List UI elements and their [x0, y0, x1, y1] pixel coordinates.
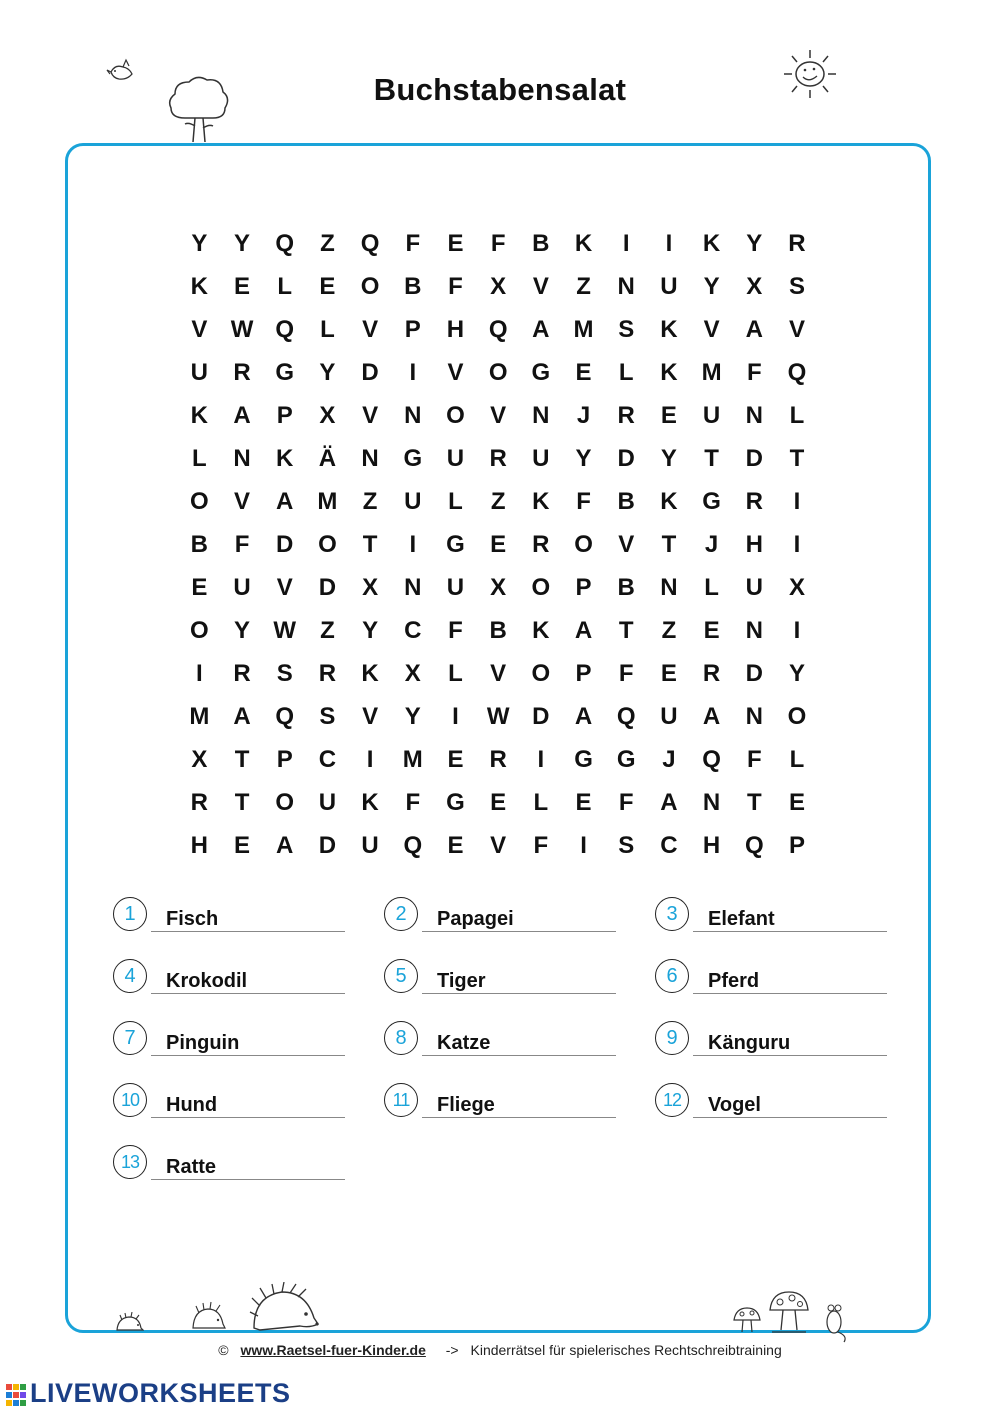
grid-letter: F [746, 746, 762, 773]
grid-letter: L [789, 402, 805, 429]
grid-letter: V [532, 273, 549, 300]
word-item [384, 1021, 624, 1061]
grid-letter: T [789, 445, 805, 472]
grid-letter: D [318, 832, 337, 859]
word-label: Känguru [693, 1030, 887, 1056]
grid-letter: F [405, 230, 421, 257]
grid-letter: O [531, 660, 551, 687]
grid-letter: U [318, 789, 337, 816]
word-number: 2 [384, 897, 418, 931]
grid-letter: U [446, 574, 465, 601]
grid-letter: Q [403, 832, 423, 859]
grid-letter: T [746, 789, 762, 816]
grid-letter: R [489, 445, 507, 472]
grid-letter: E [660, 402, 677, 429]
grid-letter: I [366, 746, 374, 773]
word-label: Krokodil [151, 968, 345, 994]
grid-letter: R [233, 660, 251, 687]
grid-letter: N [404, 402, 422, 429]
grid-letter: A [233, 703, 251, 730]
grid-letter: U [532, 445, 550, 472]
grid-letter: O [190, 617, 209, 644]
grid-letter: Y [319, 359, 336, 386]
grid-letter: K [361, 789, 379, 816]
word-label: Ratte [151, 1154, 345, 1180]
grid-letter: Y [788, 660, 805, 687]
word-label: Papagei [422, 906, 616, 932]
word-item [113, 1083, 353, 1123]
word-item [384, 959, 624, 999]
grid-letter: V [447, 359, 464, 386]
grid-letter: A [233, 402, 251, 429]
grid-letter: G [446, 531, 465, 558]
grid-letter: L [448, 488, 463, 515]
grid-letter: F [576, 488, 591, 515]
grid-letter: O [190, 488, 209, 515]
grid-letter: E [447, 746, 464, 773]
grid-letter: K [574, 230, 593, 257]
grid-letter: O [531, 574, 551, 601]
grid-letter: L [704, 574, 719, 601]
word-number: 12 [655, 1083, 689, 1117]
word-item [113, 897, 353, 937]
grid-letter: E [575, 359, 592, 386]
grid-letter: K [190, 402, 209, 429]
word-number: 13 [113, 1145, 147, 1179]
grid-letter: E [660, 660, 677, 687]
grid-letter: K [532, 617, 550, 644]
grid-letter: N [745, 617, 763, 644]
grid-letter: V [362, 402, 379, 429]
grid-letter: E [234, 832, 251, 859]
grid-letter: P [575, 574, 592, 601]
grid-letter: N [532, 402, 550, 429]
grid-letter: I [409, 359, 417, 386]
word-number: 1 [113, 897, 147, 931]
word-label: Fisch [151, 906, 345, 932]
grid-letter: N [361, 445, 379, 472]
grid-letter: R [532, 531, 550, 558]
word-label: Katze [422, 1030, 616, 1056]
grid-letter: R [233, 359, 251, 386]
grid-letter: F [405, 789, 421, 816]
grid-letter: I [196, 660, 203, 687]
grid-letter: E [490, 531, 507, 558]
grid-letter: D [617, 445, 635, 472]
grid-letter: W [230, 316, 254, 343]
grid-letter: Y [404, 703, 421, 730]
grid-letter: Q [616, 703, 636, 730]
word-label: Hund [151, 1092, 345, 1118]
grid-letter: X [788, 574, 805, 601]
grid-letter: K [361, 660, 379, 687]
grid-letter: O [275, 789, 295, 816]
word-number: 4 [113, 959, 147, 993]
grid-letter: L [277, 273, 293, 300]
grid-letter: G [403, 445, 423, 472]
footer-arrow: -> [445, 1342, 459, 1358]
grid-letter: E [234, 273, 251, 300]
word-item [113, 1145, 353, 1185]
grid-letter: F [618, 789, 634, 816]
grid-letter: L [320, 316, 335, 343]
grid-letter: Q [744, 832, 764, 859]
grid-letter: X [490, 574, 507, 601]
word-label: Pferd [693, 968, 887, 994]
grid-letter: I [793, 617, 801, 644]
grid-letter: Z [576, 273, 591, 300]
grid-letter: K [660, 316, 678, 343]
grid-letter: J [662, 746, 676, 773]
grid-letter: T [234, 789, 250, 816]
grid-letter: K [702, 230, 721, 257]
word-item [655, 1083, 895, 1123]
grid-letter: T [704, 445, 719, 472]
grid-letter: A [702, 703, 721, 730]
grid-letter: O [574, 531, 593, 558]
grid-letter: K [276, 445, 294, 472]
hedgehog-icon [248, 1282, 320, 1334]
footer [0, 1342, 1000, 1358]
grid-letter: A [745, 316, 763, 343]
grid-letter: X [362, 574, 379, 601]
grid-letter: V [490, 832, 507, 859]
grid-letter: F [618, 660, 634, 687]
grid-letter: V [234, 488, 251, 515]
word-number: 7 [113, 1021, 147, 1055]
grid-letter: V [362, 703, 379, 730]
grid-letter: F [490, 230, 506, 257]
grid-letter: G [446, 789, 465, 816]
grid-letter: E [447, 230, 464, 257]
grid-letter: K [190, 273, 209, 300]
grid-letter: E [575, 789, 592, 816]
grid-letter: V [362, 316, 379, 343]
grid-letter: Y [660, 445, 677, 472]
grid-letter: L [789, 746, 805, 773]
grid-letter: Z [320, 230, 335, 257]
grid-letter: L [533, 789, 549, 816]
grid-letter: X [319, 402, 336, 429]
grid-letter: M [701, 359, 722, 386]
grid-letter: E [319, 273, 336, 300]
grid-letter: I [580, 832, 587, 859]
grid-letter: U [702, 402, 721, 429]
grid-letter: A [276, 832, 294, 859]
grid-letter: B [532, 230, 550, 257]
grid-letter: R [617, 402, 635, 429]
grid-letter: P [788, 832, 805, 859]
grid-letter: P [575, 660, 592, 687]
grid-letter: S [319, 703, 336, 730]
grid-letter: F [234, 531, 250, 558]
grid-letter: U [404, 488, 422, 515]
grid-letter: E [191, 574, 208, 601]
grid-letter: Y [703, 273, 720, 300]
word-item [655, 897, 895, 937]
grid-letter: B [190, 531, 209, 558]
grid-letter: G [275, 359, 295, 386]
word-number: 9 [655, 1021, 689, 1055]
grid-letter: Y [191, 230, 208, 257]
grid-letter: N [404, 574, 422, 601]
grid-letter: F [746, 359, 762, 386]
grid-letter: G [574, 746, 593, 773]
grid-letter: K [660, 488, 678, 515]
grid-letter: S [788, 273, 805, 300]
grid-letter: V [490, 660, 507, 687]
word-number: 11 [384, 1083, 418, 1117]
grid-letter: I [452, 703, 459, 730]
grid-letter: L [448, 660, 463, 687]
word-item [655, 959, 895, 999]
grid-letter: K [660, 359, 678, 386]
mouse-icon [820, 1300, 852, 1344]
grid-letter: V [618, 531, 635, 558]
grid-letter: E [447, 832, 464, 859]
grid-letter: J [704, 531, 719, 558]
word-label: Elefant [693, 906, 887, 932]
grid-letter: M [573, 316, 594, 343]
grid-letter: B [489, 617, 507, 644]
grid-letter: N [617, 273, 635, 300]
grid-letter: A [532, 316, 550, 343]
grid-letter: R [788, 230, 806, 257]
grid-letter: B [404, 273, 422, 300]
grid-letter: U [660, 273, 678, 300]
grid-letter: M [317, 488, 338, 515]
grid-letter: X [490, 273, 507, 300]
grid-letter: K [532, 488, 550, 515]
word-number: 5 [384, 959, 418, 993]
grid-letter: Y [746, 230, 763, 257]
grid-letter: S [276, 660, 293, 687]
grid-letter: P [276, 402, 293, 429]
grid-letter: V [191, 316, 208, 343]
word-number: 3 [655, 897, 689, 931]
grid-letter: O [446, 402, 465, 429]
grid-letter: E [788, 789, 805, 816]
grid-letter: I [537, 746, 545, 773]
grid-letter: N [745, 402, 763, 429]
grid-letter: Q [360, 230, 380, 257]
grid-letter: T [661, 531, 677, 558]
word-item [113, 959, 353, 999]
grid-letter: R [745, 488, 763, 515]
mushroom-icon [766, 1290, 812, 1334]
page-title: Buchstabensalat [373, 72, 627, 107]
grid-letter: Y [234, 230, 251, 257]
grid-letter: B [617, 488, 635, 515]
grid-letter: C [660, 832, 678, 859]
grid-letter: Q [275, 230, 295, 257]
grid-letter: F [533, 832, 549, 859]
grid-letter: Q [275, 703, 295, 730]
word-item [384, 897, 624, 937]
word-label: Tiger [422, 968, 616, 994]
grid-letter: W [273, 617, 297, 644]
grid-letter: O [318, 531, 337, 558]
grid-letter: G [616, 746, 636, 773]
grid-letter: H [190, 832, 209, 859]
grid-letter: T [618, 617, 634, 644]
grid-letter: T [362, 531, 378, 558]
word-label: Pinguin [151, 1030, 345, 1056]
word-item [113, 1021, 353, 1061]
grid-letter: A [660, 789, 678, 816]
grid-letter: S [618, 316, 635, 343]
grid-letter: D [318, 574, 337, 601]
liveworksheets-logo-icon [6, 1384, 26, 1406]
grid-letter: V [276, 574, 293, 601]
grid-letter: R [702, 660, 721, 687]
hedgehog-icon [114, 1312, 144, 1334]
grid-letter: I [793, 531, 801, 558]
grid-letter: M [189, 703, 210, 730]
liveworksheets-brand[interactable]: LIVEWORKSHEETS [30, 1378, 291, 1408]
grid-letter: R [489, 746, 507, 773]
grid-letter: L [618, 359, 634, 386]
grid-letter: N [702, 789, 721, 816]
copyright-symbol: © [218, 1342, 229, 1358]
grid-letter: U [233, 574, 251, 601]
grid-letter: C [318, 746, 337, 773]
grid-letter: Ä [318, 445, 337, 472]
grid-letter: V [490, 402, 507, 429]
grid-letter: T [234, 746, 250, 773]
word-label: Vogel [693, 1092, 887, 1118]
grid-letter: I [665, 230, 673, 257]
grid-letter: U [190, 359, 209, 386]
grid-letter: P [276, 746, 293, 773]
grid-letter: R [190, 789, 209, 816]
grid-letter: A [574, 617, 593, 644]
grid-letter: X [746, 273, 763, 300]
grid-letter: H [745, 531, 763, 558]
mushroom-icon [730, 1306, 764, 1334]
grid-letter: V [703, 316, 720, 343]
grid-letter: V [788, 316, 805, 343]
word-number: 6 [655, 959, 689, 993]
grid-letter: X [191, 746, 208, 773]
grid-letter: E [490, 789, 507, 816]
grid-letter: Q [787, 359, 807, 386]
word-number: 8 [384, 1021, 418, 1055]
grid-letter: Z [490, 488, 506, 515]
grid-letter: O [488, 359, 508, 386]
letter-grid [178, 222, 818, 867]
grid-letter: O [360, 273, 380, 300]
grid-letter: H [446, 316, 465, 343]
grid-letter: I [409, 531, 417, 558]
grid-letter: A [276, 488, 294, 515]
grid-letter: U [660, 703, 678, 730]
grid-letter: D [276, 531, 294, 558]
grid-letter: E [703, 617, 720, 644]
grid-letter: Z [661, 617, 677, 644]
grid-letter: G [702, 488, 721, 515]
grid-letter: I [622, 230, 630, 257]
grid-letter: U [361, 832, 379, 859]
word-label: Fliege [422, 1092, 616, 1118]
source-link[interactable]: www.Raetsel-fuer-Kinder.de [240, 1342, 426, 1358]
grid-letter: M [402, 746, 423, 773]
grid-letter: Q [275, 316, 295, 343]
grid-letter: Z [362, 488, 378, 515]
grid-letter: G [531, 359, 551, 386]
word-item [655, 1021, 895, 1061]
grid-letter: R [318, 660, 337, 687]
grid-letter: D [745, 660, 763, 687]
grid-letter: Y [234, 617, 251, 644]
grid-letter: D [745, 445, 763, 472]
grid-letter: N [745, 703, 763, 730]
grid-letter: O [787, 703, 807, 730]
footer-tagline: Kinderrätsel für spielerisches Rechtschreibtraining [470, 1342, 782, 1358]
grid-letter: D [361, 359, 379, 386]
grid-letter: U [446, 445, 465, 472]
hedgehog-icon [190, 1300, 226, 1332]
grid-letter: C [404, 617, 422, 644]
word-item [384, 1083, 624, 1123]
grid-letter: S [618, 832, 635, 859]
grid-letter: I [793, 488, 801, 515]
grid-letter: L [192, 445, 207, 472]
grid-letter: Q [488, 316, 508, 343]
grid-letter: F [448, 273, 463, 300]
grid-letter: Y [575, 445, 592, 472]
grid-letter: A [574, 703, 593, 730]
grid-letter: N [660, 574, 678, 601]
grid-letter: Y [362, 617, 379, 644]
grid-letter: W [486, 703, 510, 730]
grid-letter: X [404, 660, 421, 687]
grid-letter: F [448, 617, 463, 644]
grid-letter: D [532, 703, 550, 730]
word-number: 10 [113, 1083, 147, 1117]
grid-letter: B [617, 574, 635, 601]
grid-letter: H [702, 832, 721, 859]
grid-letter: U [745, 574, 763, 601]
grid-letter: Z [320, 617, 335, 644]
grid-letter: P [404, 316, 421, 343]
grid-letter: J [576, 402, 591, 429]
grid-letter: N [233, 445, 251, 472]
grid-letter: Q [702, 746, 721, 773]
